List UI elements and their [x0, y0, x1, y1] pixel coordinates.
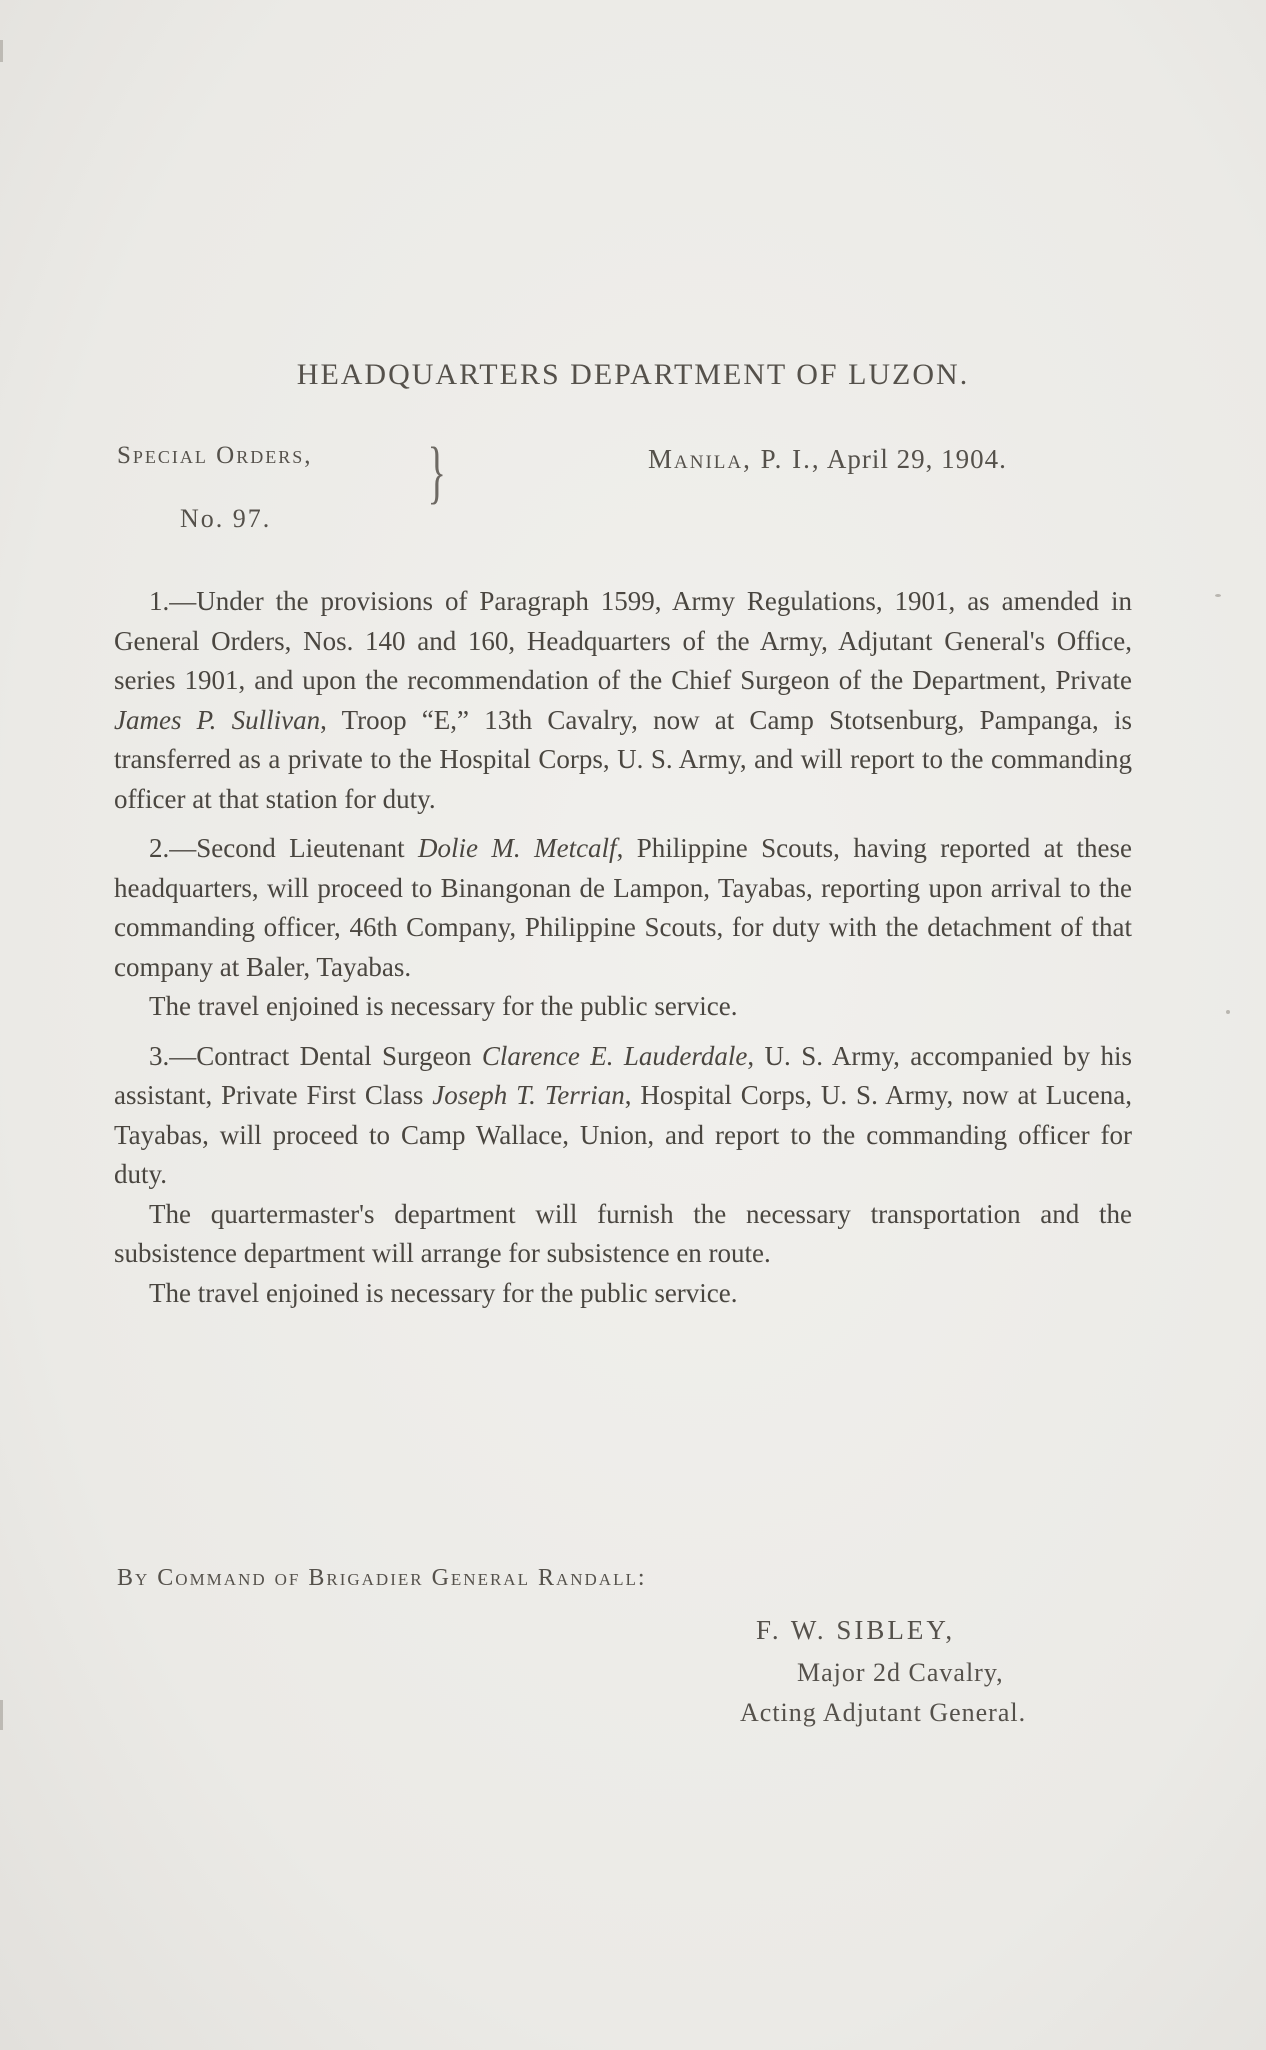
paragraph-text: , Hospital Corps, U. S. Army, now at Lucena, Tayabas, will proceed to Camp Wallace, Union, and report to the commanding officer for duty. [114, 1080, 1132, 1189]
paragraph-1 [114, 582, 1132, 819]
paragraph-text: , Philippine Scouts, having reported at these headquarters, will proceed to Binangonan de Lampon, Tayabas, reporting upon arrival to the commanding officer, 46th Company, Philippine Scouts, for duty with the detachment of that company at Baler, Tayabas. [114, 833, 1132, 982]
paragraph-text: , U. S. Army, accompanied by his assistant, Private First Class [114, 1040, 1132, 1110]
paper-speck [1226, 1010, 1230, 1014]
paragraph-text: 1.—Under the provisions of Paragraph 1599, Army Regulations, 1901, as amended in General Orders, Nos. 140 and 160, Headquarters of the Army, Adjutant General's Office, series 1901, and upon the recommendation of the Chief Surgeon of the Department, Private [114, 586, 1132, 695]
dateline-date: April 29, 1904. [826, 444, 1007, 474]
person-name: James P. Sullivan [114, 704, 321, 735]
page-edge-mark [0, 1700, 3, 1730]
person-name: Dolie M. Metcalf [418, 833, 617, 863]
person-name: Joseph T. Terrian [432, 1080, 625, 1110]
dateline-place: Manila, P. I., [648, 444, 821, 474]
signature-name: F. W. SIBLEY, [756, 1615, 956, 1645]
dateline [648, 444, 1007, 475]
signature-title-rank: Major 2d Cavalry, [797, 1658, 1004, 1687]
paragraph-2 [114, 829, 1132, 987]
command-line: By Command of Brigadier General Randall: [117, 1565, 647, 1591]
special-orders-label: Special Orders, [117, 442, 313, 469]
paragraph-3 [114, 1037, 1132, 1195]
paper-speck [1215, 594, 1221, 597]
brace-mark: } [427, 434, 447, 511]
paragraph-2-travel: The travel enjoined is necessary for the public service. [149, 991, 738, 1021]
person-name: Clarence E. Lauderdale [481, 1040, 748, 1071]
document-heading: HEADQUARTERS DEPARTMENT OF LUZON. [296, 358, 970, 391]
orders-body [114, 582, 1132, 1313]
signature-title-office: Acting Adjutant General. [740, 1698, 1027, 1727]
paragraph-text: 3.—Contract Dental Surgeon [149, 1040, 482, 1071]
paragraph-3-transport: The quartermaster's department will furnish the necessary transportation and the subsistence department will arrange for subsistence en route. [114, 1198, 1132, 1268]
paragraph-text: , Troop “E,” 13th Cavalry, now at Camp Stotsenburg, Pampanga, is transferred as a private to the Hospital Corps, U. S. Army, and will report to the commanding officer at that station for duty. [114, 704, 1132, 814]
paragraph-text: 2.—Second Lieutenant [149, 833, 419, 863]
paragraph-3-travel: The travel enjoined is necessary for the public service. [149, 1277, 738, 1308]
page-edge-mark [0, 40, 3, 62]
orders-number: No. 97. [180, 504, 272, 533]
